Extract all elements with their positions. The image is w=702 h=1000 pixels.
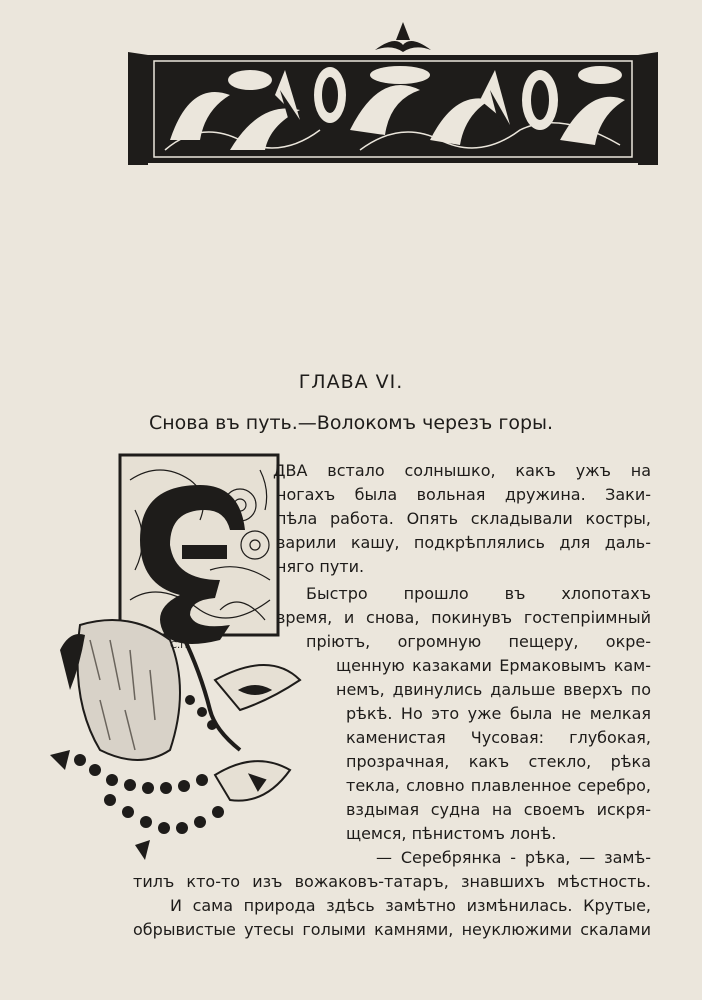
text-line: пѣла работа. Опять складывали костры, [276, 509, 651, 528]
chapter-heading: ГЛАВА VI. [298, 371, 404, 393]
text-line: вздымая судна на своемъ искря- [346, 800, 651, 819]
text-line: текла, словно плавленное серебро, [346, 776, 651, 795]
fur-pelt [60, 620, 180, 760]
text-line: тилъ кто-то изъ вожаковъ-татаръ, знавшихъ мѣстность. [133, 872, 651, 891]
text-line: щенную казаками Ермаковымъ кам- [336, 656, 651, 675]
text-line: щемся, пѣнистомъ лонѣ. [346, 824, 557, 843]
text-line: варили кашу, подкрѣплялись для даль- [276, 533, 651, 552]
text-line: каменистая Чусовая: глубокая, [346, 728, 651, 747]
text-line: рѣкѣ. Но это уже была не мелкая [346, 704, 651, 723]
text-line: время, и снова, покинувъ гостепріимный [276, 608, 651, 627]
crest-ornament [375, 22, 431, 52]
chapter-subtitle: Снова въ путь.—Волокомъ черезъ горы. [148, 412, 554, 434]
text-line: Быстро прошло въ хлопотахъ [306, 584, 651, 603]
text-line: пріютъ, огромную пещеру, окре- [306, 632, 651, 651]
text-line: няго пути. [276, 557, 365, 576]
text-line: немъ, двинулись дальше вверхъ по [336, 680, 651, 699]
text-line: обрывистые утесы голыми камнями, неуклюжими скалами [133, 920, 651, 939]
text-line: ногахъ была вольная дружина. Заки- [276, 485, 651, 504]
artist-signature: С.П. [170, 640, 191, 651]
text-line: — Серебрянка - рѣка, — замѣ- [376, 848, 651, 867]
text-line: И сама природа здѣсь замѣтно измѣнилась. Крутые, [170, 896, 651, 915]
axe-weapons [180, 630, 300, 801]
ornamental-headpiece [0, 0, 702, 180]
text-line: ДВА встало солнышко, какъ ужъ на [273, 461, 651, 480]
text-line: прозрачная, какъ стекло, рѣка [346, 752, 651, 771]
